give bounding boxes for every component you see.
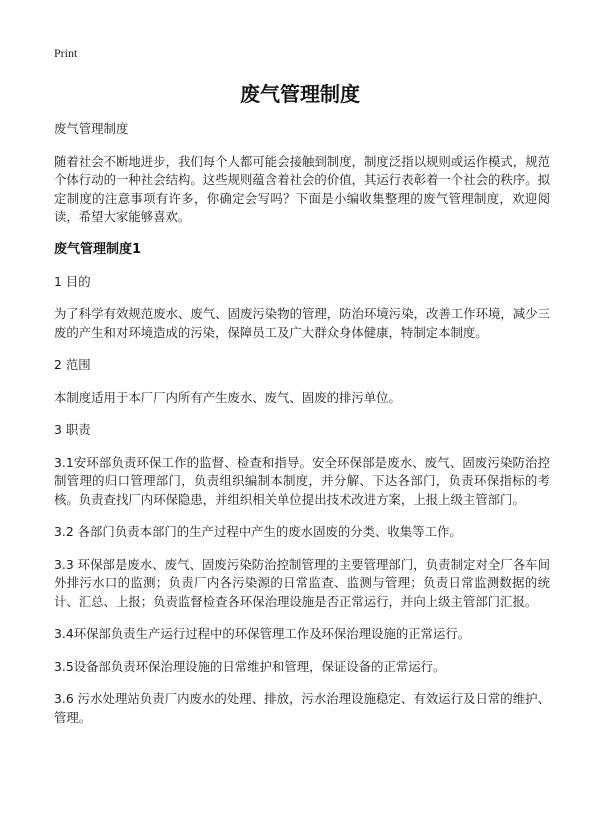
preface-paragraph: 随着社会不断地进步，我们每个人都可能会接触到制度，制度泛指以规则或运作模式，规范个体行动的一种社会结构。这些规则蕴含着社会的价值，其运行表彰着一个社会的秩序。拟定制度的注意事项有许多，你确定会写吗？下面是小编收集整理的废气管理制度，欢迎阅读，希望大家能够喜欢。	[54, 153, 550, 224]
duty-3-5-paragraph: 3.5设备部负责环保治理设施的日常维护和管理，保证设备的正常运行。	[54, 658, 446, 674]
purpose-paragraph: 为了科学有效规范废水、废气、固废污染物的管理，防治环境污染，改善工作环境，减少三废的产生和对环境造成的污染，保障员工及广大群众身体健康，特制定本制度。	[54, 306, 550, 340]
purpose-title: 1 目的	[54, 273, 91, 289]
document-body	[54, 120, 550, 741]
duty-3-4-paragraph: 3.4环保部负责生产运行过程中的环保管理工作及环保治理设施的正常运行。	[54, 626, 471, 641]
section-heading: 废气管理制度1	[54, 241, 142, 257]
subtitle: 废气管理制度	[54, 121, 129, 136]
duties-title: 3 职责	[54, 422, 91, 437]
document-title: 废气管理制度	[240, 82, 360, 106]
scope-title: 2 范围	[54, 357, 91, 372]
scope-paragraph: 本制度适用于本厂厂内所有产生废水、废气、固废的排污单位。	[54, 389, 401, 405]
duty-3-2-paragraph: 3.2 各部门负责本部门的生产过程中产生的废水固废的分类、收集等工作。	[54, 524, 462, 539]
duty-3-6-paragraph: 3.6 污水处理站负责厂内废水的处理、排放，污水治理设施稳定、有效运行及日常的维护、管理。	[54, 691, 550, 725]
duty-3-1-paragraph: 3.1安环部负责环保工作的监督、检查和指导。安全环保部是废水、废气、固废污染防治控制管理的归口管理部门，负责组织编制本制度，并分解、下达各部门，负责环保指标的考核。负责查找厂内环保隐患，并组织相关单位提出技术改进方案，上报上级主管部门。	[54, 454, 550, 507]
print-label[interactable]: Print	[54, 46, 78, 60]
duty-3-3-paragraph: 3.3 环保部是废水、废气、固废污染防治控制管理的主要管理部门，负责制定对全厂各车间外排污水口的监测；负责厂内各污染源的日常监查、监测与管理；负责日常监测数据的统计、汇总、上报；负责监督检查各环保治理设施是否正常运行，并向上级主管部门汇报。	[54, 556, 550, 609]
